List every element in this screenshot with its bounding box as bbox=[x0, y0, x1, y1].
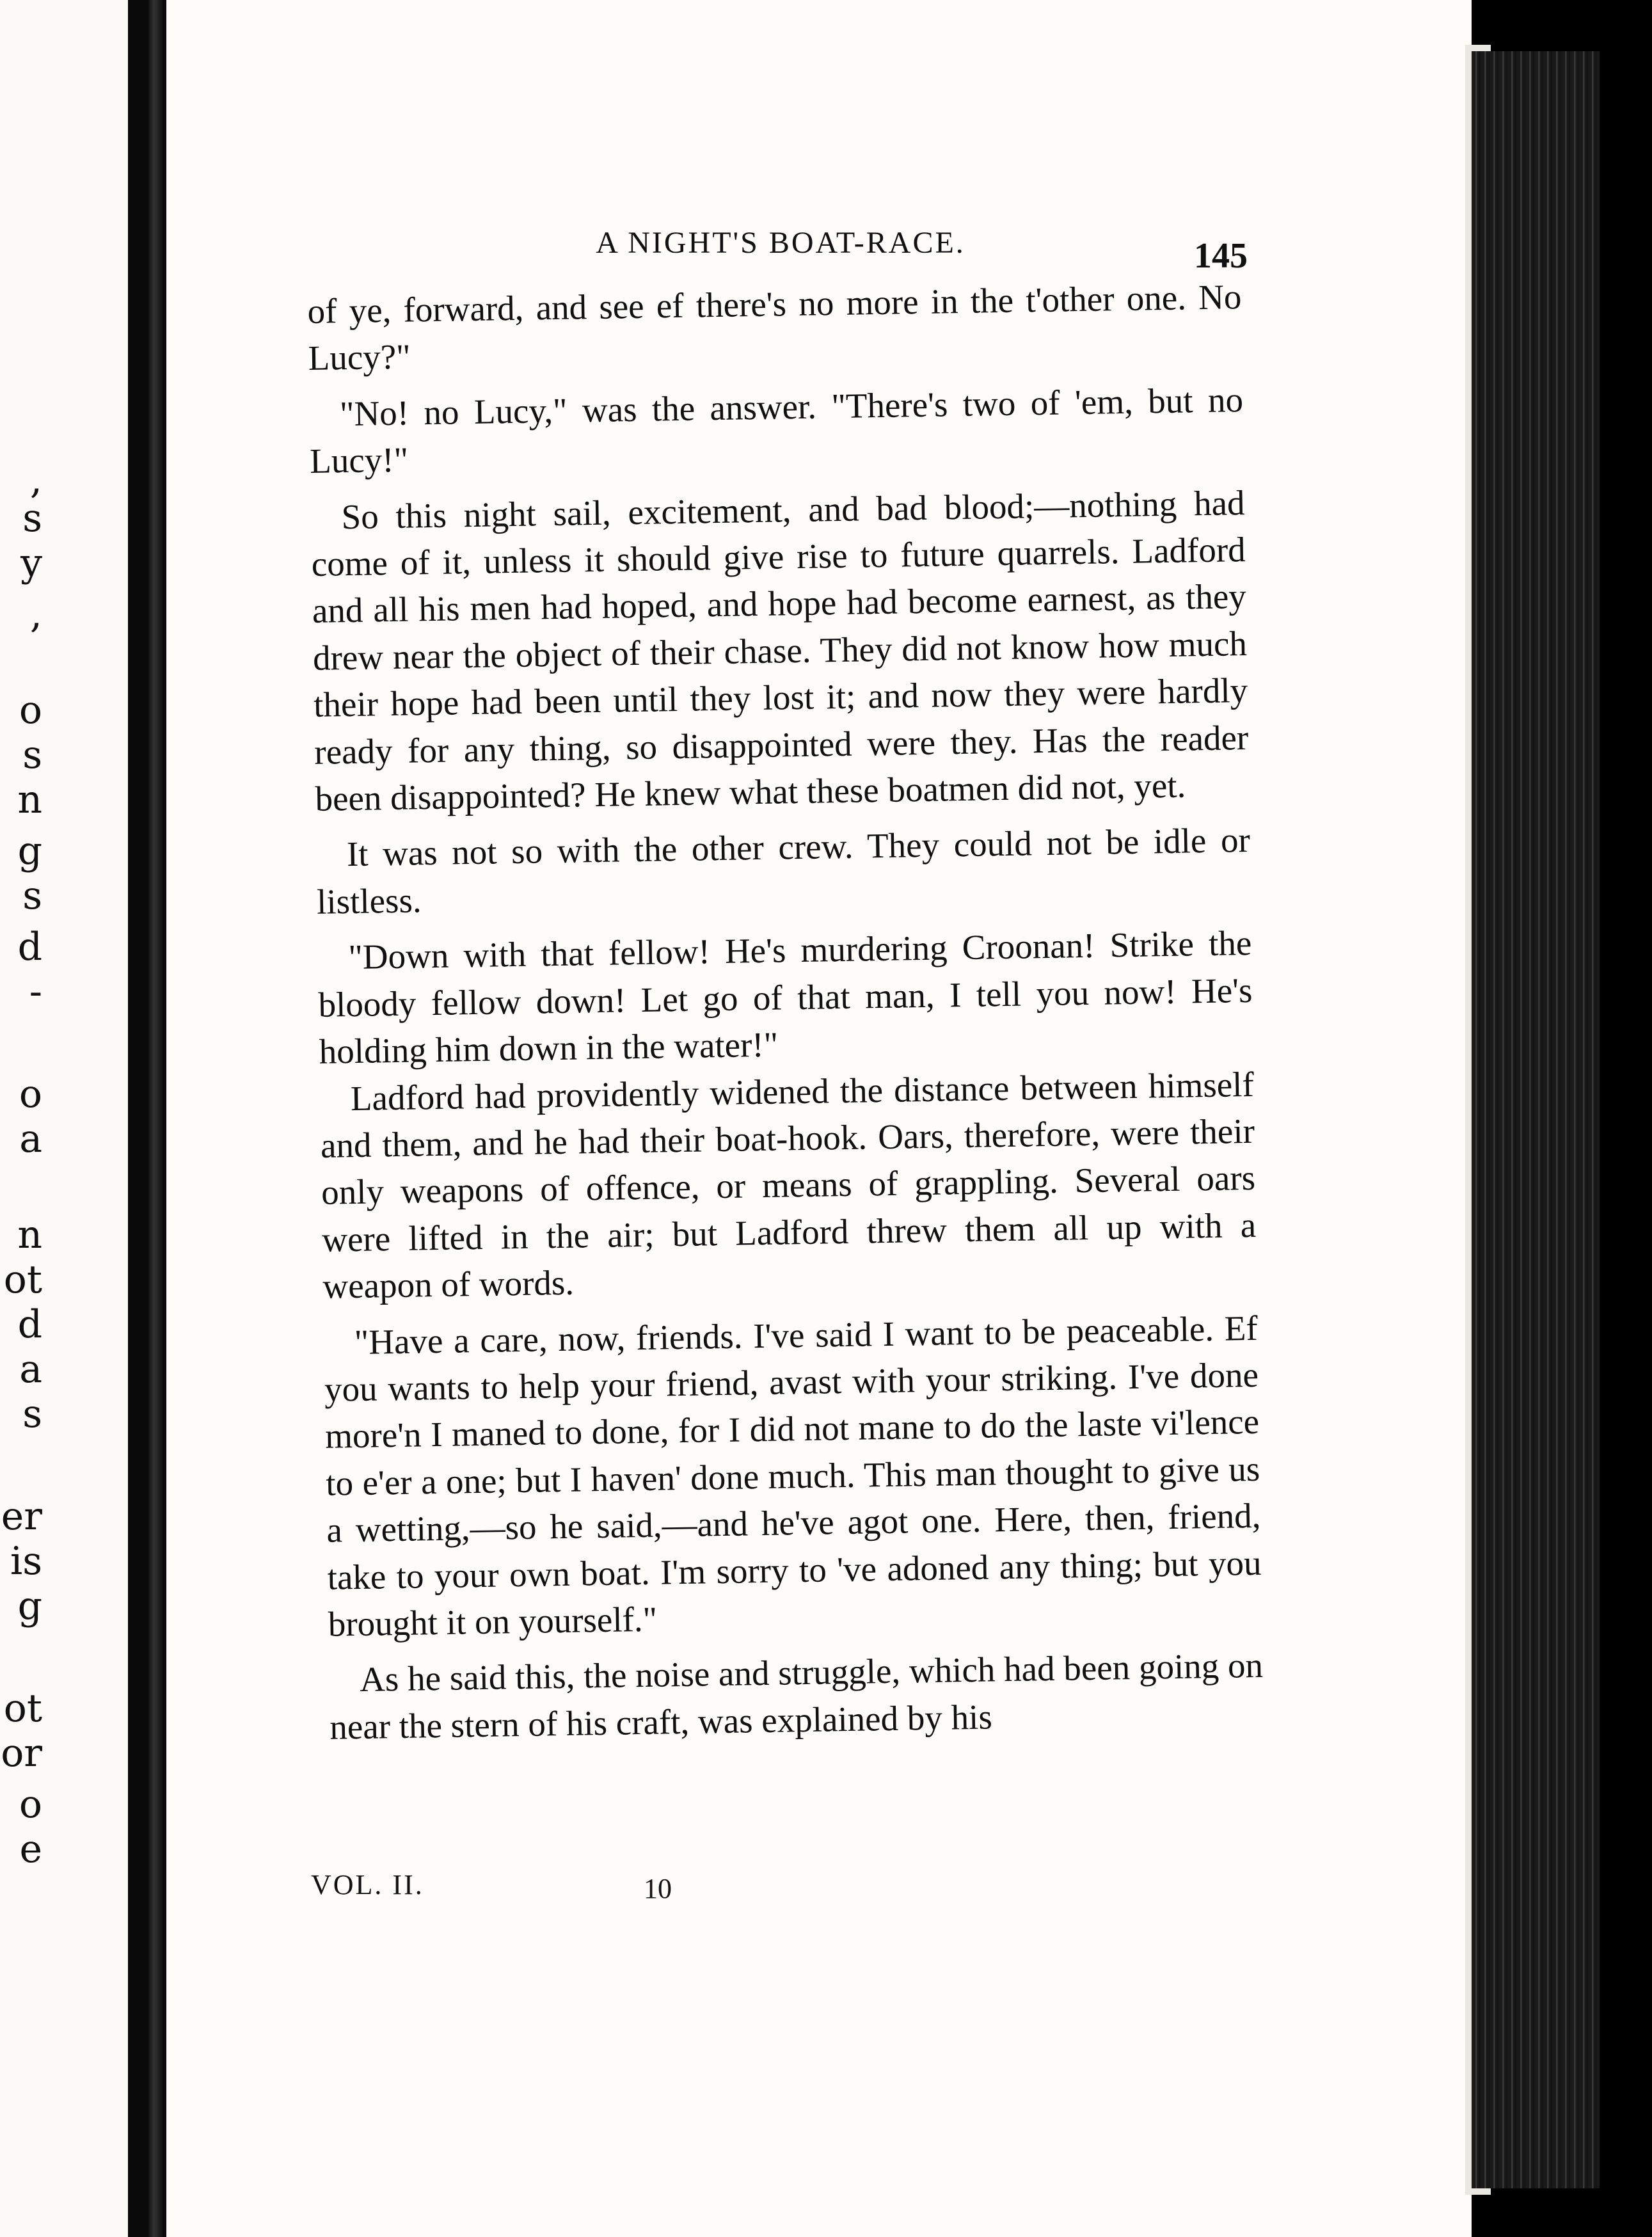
fragment: or bbox=[1, 1731, 42, 1776]
fragment: n bbox=[17, 777, 42, 822]
page-block-edges bbox=[1472, 51, 1600, 2188]
fragment: g bbox=[17, 829, 42, 873]
fragment: er bbox=[1, 1494, 42, 1539]
signature-mark: 10 bbox=[644, 1873, 672, 1904]
fragment: is bbox=[10, 1539, 42, 1584]
page-footer bbox=[311, 1868, 1245, 1907]
volume-mark: VOL. II. bbox=[311, 1869, 424, 1900]
body-text bbox=[307, 273, 1264, 1751]
fragment: o bbox=[19, 688, 42, 733]
paragraph: of ye, forward, and see ef there's no more in the t'other one. No Lucy?" bbox=[307, 277, 1242, 378]
facing-page bbox=[0, 0, 128, 2237]
fragment: d bbox=[17, 1302, 42, 1347]
fragment: g bbox=[17, 1584, 42, 1628]
fragment: , bbox=[29, 592, 42, 637]
fragment: s bbox=[22, 1392, 42, 1437]
paragraph: "No! no Lucy," was the answer. "There's two of 'em, but no Lucy!" bbox=[309, 379, 1244, 481]
running-head: A NIGHT'S BOAT-RACE. bbox=[596, 226, 965, 260]
fragment: ot bbox=[3, 1686, 42, 1731]
fragment: a bbox=[19, 1347, 42, 1392]
paragraph: "Have a care, now, friends. I've said I want to be peaceable. Ef you wants to help your friend, avast with your striking. I've done more'n I maned to done, for I did not mane to do the laste vi'lence to e'er a one; but I haven' done much. This man thought to give us a wetting,—so he said,—and he've agot one. Here, then, friend, take to your own boat. I'm sorry to 've adoned any thing; but you brought it on yourself." bbox=[324, 1308, 1262, 1644]
paragraph: "Down with that fellow! He's murdering Croonan! Strike the bloody fellow down! Let go of that man, I tell you now! He's holding him down in the water!" bbox=[318, 923, 1253, 1071]
facing-page-text-fragments bbox=[0, 0, 45, 2237]
fragment: n bbox=[17, 1213, 42, 1257]
fragment: o bbox=[19, 1782, 42, 1827]
paragraph: Ladford had providently widened the distance between himself and them, and he had their boat-hook. Oars, therefore, were their only weapons of offence, or means of grappling. Several oars were lifted in the air; but Ladford threw them all up with a weapon of words. bbox=[320, 1064, 1257, 1306]
fragment: d bbox=[17, 925, 42, 969]
paragraph: It was not so with the other crew. They could not be idle or listless. bbox=[316, 820, 1251, 921]
fragment: e bbox=[19, 1827, 42, 1872]
fragment: s bbox=[22, 733, 42, 777]
fragment: , bbox=[29, 458, 42, 502]
fragment: y bbox=[20, 541, 42, 585]
page-number: 145 bbox=[1194, 236, 1248, 276]
fragment: o bbox=[19, 1072, 42, 1117]
fragment: a bbox=[19, 1117, 42, 1161]
paragraph: So this night sail, excitement, and bad blood;—nothing had come of it, unless it should give rise to future quarrels. Ladford and all his men had hoped, and hope had become earnest, as they drew near the object of their chase. They did not know how much their hope had been until they lost it; and now they were hardly ready for any thing, so disappointed were they. Has the reader been disappointed? He knew what these boatmen did not, yet. bbox=[311, 482, 1249, 818]
fragment: - bbox=[29, 969, 42, 1014]
paragraph: As he said this, the noise and struggle, which had been going on near the stern of his craft, was explained by his bbox=[329, 1646, 1264, 1747]
fragment: s bbox=[22, 873, 42, 918]
fragment: ot bbox=[3, 1257, 42, 1302]
gutter-shadow bbox=[148, 0, 163, 2237]
fragment: s bbox=[22, 496, 42, 541]
